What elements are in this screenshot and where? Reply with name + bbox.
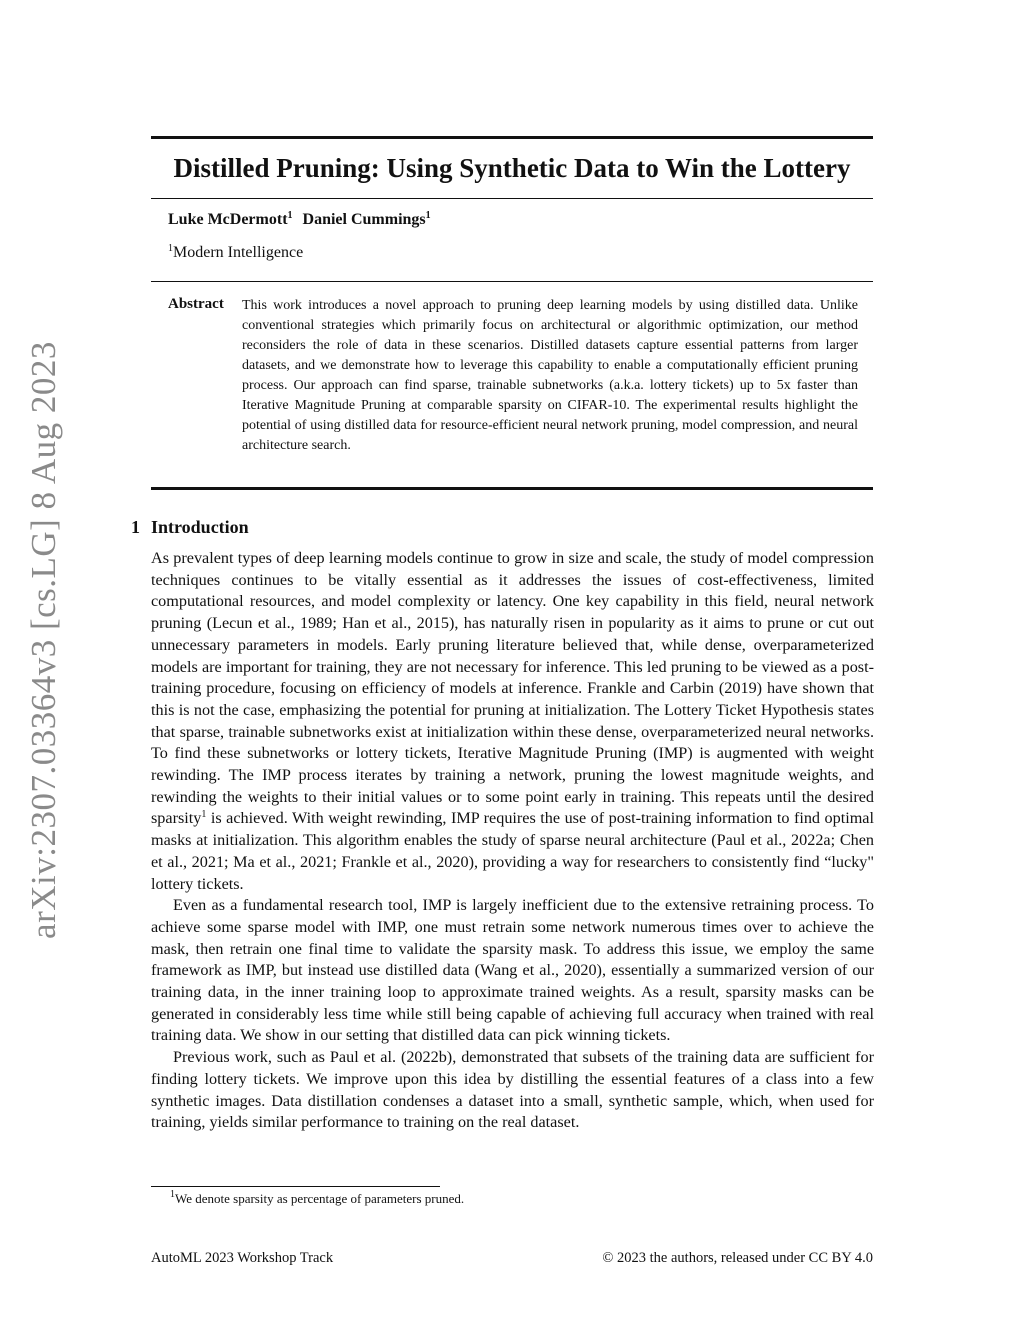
- license-footer: © 2023 the authors, released under CC BY 4.0: [602, 1250, 873, 1266]
- affiliation: [168, 244, 303, 262]
- paragraph-text: As prevalent types of deep learning models continue to grow in size and scale, the study of model compression techniques continues to be vitally essential as it addresses the issues of cost-effectiveness, limited computational resources, and model complexity or latency. One key capability in this field, neural network pruning (Lecun et al., 1989; Han et al., 2015), has naturally risen in popularity as it aims to prune or cut out unnecessary parameters in models. Early pruning literature believed that, while dense, overparameterized models are important for training, they are not necessary for inference. This led pruning to be viewed as a post-training procedure, focusing on efficiency of models at inference. Frankle and Carbin (2019) have shown that this is not the case, emphasizing the potential for pruning at initialization. The Lottery Ticket Hypothesis states that sparse, trainable subnetworks exist at initialization within these dense, overparameterized neural networks. To find these subnetworks or lottery tickets, Iterative Magnitude Pruning (IMP) is augmented with weight rewinding. The IMP process iterates by training a network, pruning the lowest magnitude weights, and rewinding the weights to their initial values or to some point early in training. This repeats until the desired sparsity: [151, 549, 874, 828]
- footnote-text: We denote sparsity as percentage of parameters pruned.: [175, 1191, 465, 1206]
- paragraph-text: is achieved. With weight rewinding, IMP requires the use of post-training information to find optimal masks at initialization. This algorithm enables the study of sparse neural architecture (Paul et al., 2022a; Chen et al., 2021; Ma et al., 2021; Frankle et al., 2020), providing a way for researchers to consistently find “lucky" lottery tickets.: [151, 809, 874, 893]
- footnote: [170, 1191, 464, 1207]
- paragraph: [151, 548, 874, 895]
- author-list: [168, 211, 431, 229]
- abstract-text: This work introduces a novel approach to pruning deep learning models by using distilled data. Unlike conventional strategies which primarily focus on architectural or algorithmic optimization, our method reconsiders the role of data in these scenarios. Distilled datasets capture essential patterns from larger datasets, and we demonstrate how to leverage this capability to enable a computationally efficient pruning process. Our approach can find sparse, trainable subnetworks (a.k.a. lottery tickets) up to 5x faster than Iterative Magnitude Pruning at comparable sparsity on CIFAR-10. The experimental results highlight the potential of using distilled data for resource-efficient neural network pruning, model compression, and neural architecture search.: [242, 298, 858, 453]
- footnote-rule: [151, 1186, 440, 1187]
- footnote-ref[interactable]: 1: [201, 809, 207, 821]
- affiliation-name: Modern Intelligence: [173, 244, 304, 261]
- paper-title: Distilled Pruning: Using Synthetic Data to Win the Lottery: [173, 153, 851, 183]
- section-number: 1: [131, 517, 140, 537]
- title-bottom-rule: [151, 198, 873, 199]
- abstract-bottom-rule: [151, 487, 873, 490]
- author-name: Luke McDermott: [168, 211, 288, 228]
- paragraph: Even as a fundamental research tool, IMP is largely inefficient due to the extensive retraining process. To achieve some sparse model with IMP, one must retrain some network numerous times over to achieve the mask, then retrain one final time to validate the sparsity mask. To address this issue, we employ the same framework as IMP, but instead use distilled data (Wang et al., 2020), essentially a summarized version of our training data, in the inner training loop to approximate trained weights. As a result, sparsity masks can be generated in considerably less time while still being capable of achieving full accuracy when trained with real training data. We show in our setting that distilled data can pick winning tickets.: [151, 896, 874, 1045]
- author-name: Daniel Cummings: [302, 211, 426, 228]
- paragraph: Previous work, such as Paul et al. (2022b), demonstrated that subsets of the training data are sufficient for finding lottery tickets. We improve upon this idea by distilling the essential features of a class into a few synthetic images. Data distillation condenses a dataset into a small, synthetic sample, which, when used for training, yields similar performance to training on the real dataset.: [151, 1048, 874, 1132]
- abstract-label: Abstract: [168, 296, 224, 312]
- section-heading: Introduction: [151, 517, 249, 537]
- footnote-mark: 1: [170, 1189, 175, 1200]
- arxiv-identifier: arXiv:2307.03364v3 [cs.LG] 8 Aug 2023: [24, 341, 63, 939]
- title-top-rule: [151, 136, 873, 139]
- author-affil-mark: 1: [425, 210, 431, 221]
- abstract-top-rule: [151, 281, 873, 282]
- author-affil-mark: 1: [287, 210, 293, 221]
- affiliation-mark: 1: [168, 243, 173, 254]
- section-body: [151, 548, 874, 1134]
- venue-footer: AutoML 2023 Workshop Track: [151, 1250, 334, 1266]
